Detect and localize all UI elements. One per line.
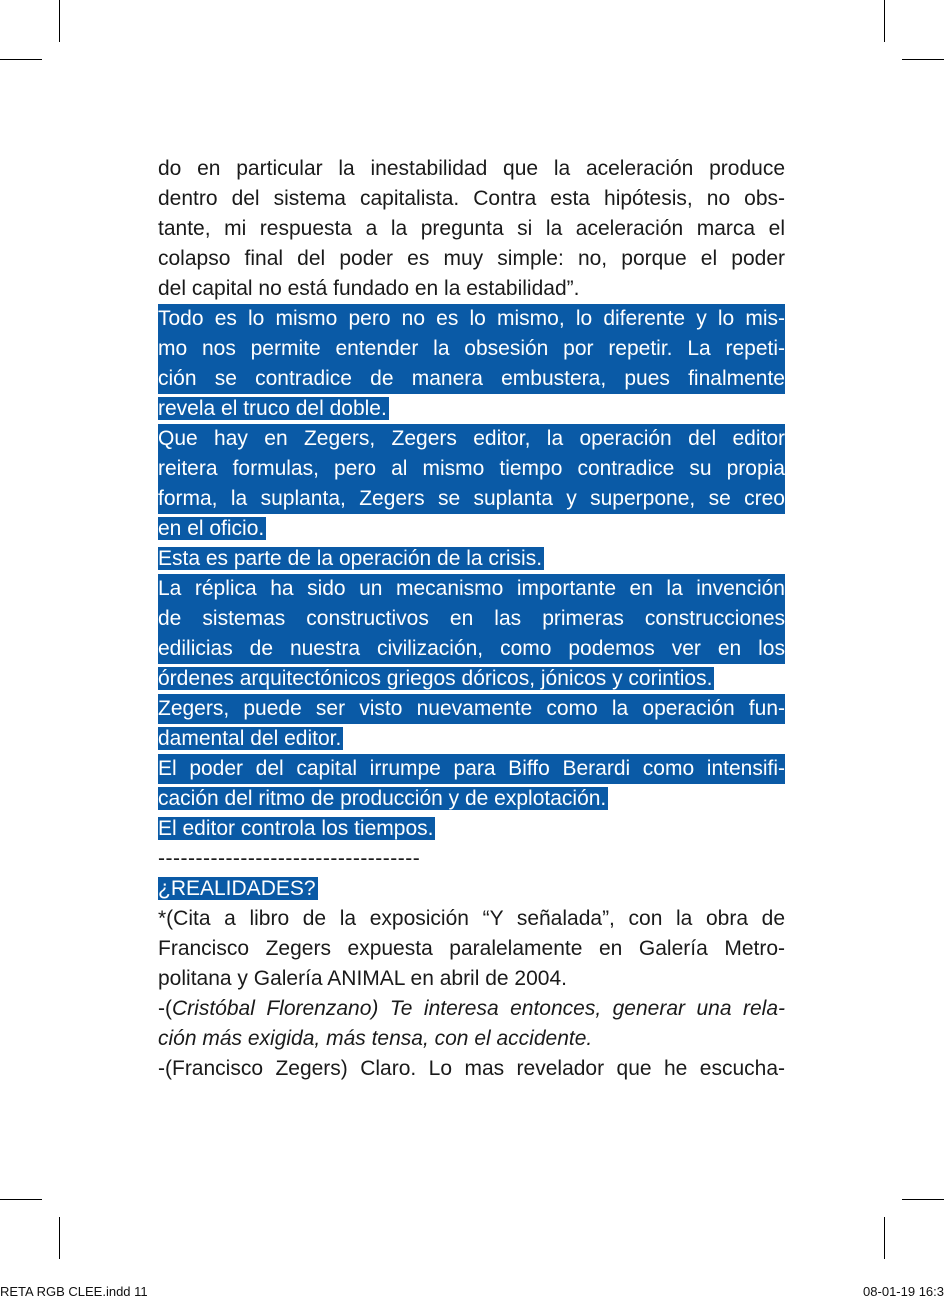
body-line: reitera formulas, pero al mismo tiempo contradice su propia — [158, 454, 785, 484]
body-line: forma, la suplanta, Zegers se suplanta y superpone, se creo — [158, 484, 785, 514]
crop-mark-bottom-right-horizontal — [902, 1199, 944, 1200]
crop-mark-bottom-right-vertical — [884, 1217, 885, 1259]
body-line: de sistemas constructivos en las primeras construcciones — [158, 604, 785, 634]
body-line — [158, 814, 785, 844]
crop-mark-bottom-left-horizontal — [0, 1199, 42, 1200]
body-line: Todo es lo mismo pero no es lo mismo, lo diferente y lo mis- — [158, 304, 785, 334]
body-line: do en particular la inestabilidad que la aceleración produce — [158, 157, 785, 180]
selected-text-region[interactable] — [158, 154, 785, 844]
crop-mark-bottom-left-vertical — [59, 1217, 60, 1259]
crop-mark-top-right-vertical — [884, 0, 885, 42]
citation-line: politana y Galería ANIMAL en abril de 2004. — [158, 967, 567, 990]
separator-rule: ----------------------------------- — [158, 847, 421, 870]
interview-line-3: -(Francisco Zegers) Claro. Lo mas revelador que he escucha- — [158, 1057, 785, 1080]
body-line: La réplica ha sido un mecanismo importante en la invención — [158, 574, 785, 604]
slug-file-name: RETA RGB CLEE.indd 11 — [0, 1284, 148, 1299]
crop-mark-top-right-horizontal — [902, 59, 944, 60]
interviewer-question: Cristóbal Florenzano) Te interesa entonces, generar una rela- — [172, 997, 785, 1020]
citation-line: *(Cita a libro de la exposición “Y señalada”, con la obra de — [158, 907, 785, 930]
interview-line-1 — [158, 994, 785, 1024]
body-line: colapso final del poder es muy simple: no, porque el poder — [158, 247, 785, 270]
body-line: del capital no está fundado en la estabilidad”. — [158, 277, 580, 300]
interviewer-question-cont: ción más exigida, más tensa, con el accidente. — [158, 1027, 593, 1050]
body-line: tante, mi respuesta a la pregunta si la aceleración marca el — [158, 217, 785, 240]
body-line — [158, 784, 785, 814]
body-line: El poder del capital irrumpe para Biffo Berardi como intensifi- — [158, 754, 785, 784]
body-line-highlight: Esta es parte de la operación de la crisis. — [158, 547, 543, 570]
interview-prefix: -( — [158, 997, 172, 1020]
body-line — [158, 514, 785, 544]
body-line-highlight: revela el truco del doble. — [158, 397, 387, 420]
body-line: mo nos permite entender la obsesión por repetir. La repeti- — [158, 334, 785, 364]
body-line — [158, 394, 785, 424]
body-line-highlight: damental del editor. — [158, 727, 342, 750]
body-line — [158, 544, 785, 574]
body-line: dentro del sistema capitalista. Contra esta hipótesis, no obs- — [158, 187, 785, 210]
body-line: Que hay en Zegers, Zegers editor, la operación del editor — [158, 424, 785, 454]
crop-mark-top-left-vertical — [59, 0, 60, 42]
body-line: edilicias de nuestra civilización, como podemos ver en los — [158, 634, 785, 664]
body-line: Zegers, puede ser visto nuevamente como la operación fun- — [158, 694, 785, 724]
citation-paragraph — [158, 904, 785, 994]
section-heading[interactable]: ¿REALIDADES? — [158, 877, 316, 900]
body-line — [158, 724, 785, 754]
interview-line-2 — [158, 1024, 785, 1054]
crop-mark-top-left-horizontal — [0, 59, 42, 60]
body-line: ción se contradice de manera embustera, pues finalmente — [158, 364, 785, 394]
body-line — [158, 664, 785, 694]
body-line-highlight: El editor controla los tiempos. — [158, 817, 434, 840]
body-text[interactable] — [158, 154, 785, 1084]
body-line-highlight: órdenes arquitectónicos griegos dóricos, jónicos y corintios. — [158, 667, 713, 690]
slug-date-time: 08-01-19 16:3 — [863, 1284, 944, 1299]
heading-line — [158, 874, 785, 904]
body-line-highlight: en el oficio. — [158, 517, 265, 540]
body-line-highlight: cación del ritmo de producción y de explotación. — [158, 787, 607, 810]
citation-line: Francisco Zegers expuesta paralelamente en Galería Metro- — [158, 937, 785, 960]
